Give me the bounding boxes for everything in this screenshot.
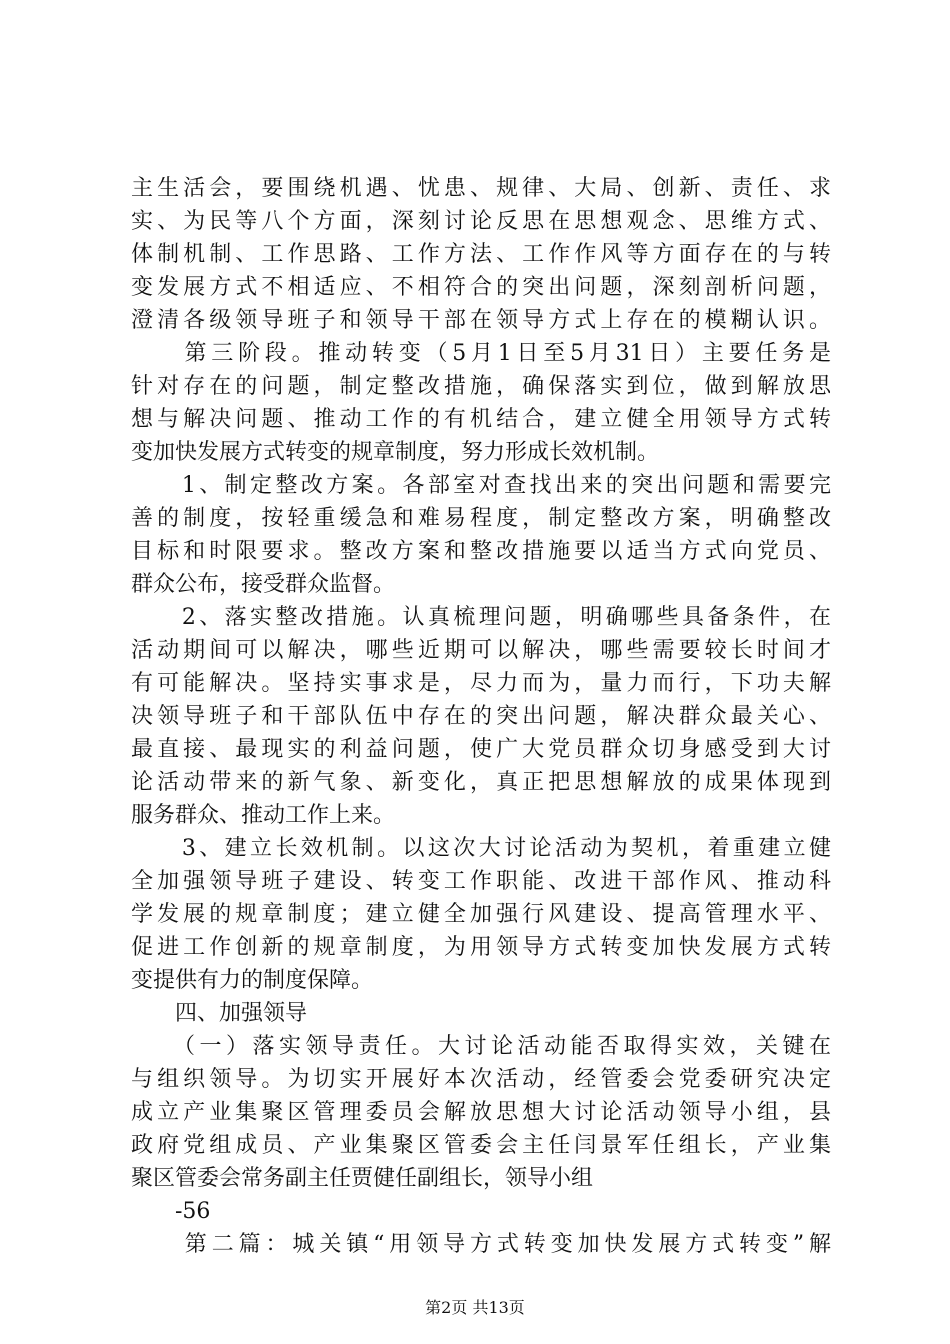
text-line: 变提供有力的制度保障。 [131,968,374,993]
text-line: 想与解决问题、推动工作的有机结合，建立健全用领导方式转 [131,407,831,432]
text-line: 学发展的规章制度；建立健全加强行风建设、提高管理水平、 [131,902,831,927]
text-line: 善的制度，按轻重缓急和难易程度，制定整改方案，明确整改 [131,506,831,531]
text-line: 决领导班子和干部队伍中存在的突出问题，解决群众最关心、 [131,704,831,729]
text-line: 澄清各级领导班子和领导干部在领导方式上存在的模糊认识。 [131,308,831,333]
text-line: 群众公布，接受群众监督。 [131,572,396,597]
text-line: 有可能解决。坚持实事求是，尽力而为，量力而行，下功夫解 [131,671,831,696]
page-number-marker: -56 [131,1199,211,1224]
section-heading: 四、加强领导 [131,1001,308,1026]
text-line: 全加强领导班子建设、转变工作职能、改进干部作风、推动科 [131,869,831,894]
text-line: 最直接、最现实的利益问题，使广大党员群众切身感受到大讨 [131,737,831,762]
text-line: 论活动带来的新气象、新变化，真正把思想解放的成果体现到 [131,770,831,795]
text-line: 3、建立长效机制。以这次大讨论活动为契机，着重建立健 [131,836,831,861]
text-line: 聚区管委会常务副主任贾健任副组长，领导小组 [131,1166,594,1191]
text-line: 体制机制、工作思路、工作方法、工作作风等方面存在的与转 [131,242,831,267]
text-line: 与组织领导。为切实开展好本次活动，经管委会党委研究决定 [131,1067,831,1092]
text-line: 实、为民等八个方面，深刻讨论反思在思想观念、思维方式、 [131,209,831,234]
page-footer: 第2页 共13页 [425,1298,525,1317]
text-line: 2、落实整改措施。认真梳理问题，明确哪些具备条件，在 [131,605,831,630]
text-line: 政府党组成员、产业集聚区管委会主任闫景军任组长，产业集 [131,1133,831,1158]
text-line: 针对存在的问题，制定整改措施，确保落实到位，做到解放思 [131,374,831,399]
text-line: 活动期间可以解决，哪些近期可以解决，哪些需要较长时间才 [131,638,831,663]
text-line: （一）落实领导责任。大讨论活动能否取得实效，关键在 [131,1034,831,1059]
text-line: 变发展方式不相适应、不相符合的突出问题，深刻剖析问题， [131,275,831,300]
text-line: 服务群众、推动工作上来。 [131,803,396,828]
text-line: 目标和时限要求。整改方案和整改措施要以适当方式向党员、 [131,539,831,564]
text-line: 促进工作创新的规章制度，为用领导方式转变加快发展方式转 [131,935,831,960]
chapter-heading: 第二篇：城关镇“用领导方式转变加快发展方式转变”解 [131,1232,831,1257]
text-line: 变加快发展方式转变的规章制度，努力形成长效机制。 [131,440,660,465]
text-line: 成立产业集聚区管理委员会解放思想大讨论活动领导小组，县 [131,1100,831,1125]
text-line: 第三阶段。推动转变（5月1日至5月31日）主要任务是 [131,341,831,366]
text-line: 1、制定整改方案。各部室对查找出来的突出问题和需要完 [131,473,831,498]
text-line: 主生活会，要围绕机遇、忧患、规律、大局、创新、责任、求 [131,176,831,201]
